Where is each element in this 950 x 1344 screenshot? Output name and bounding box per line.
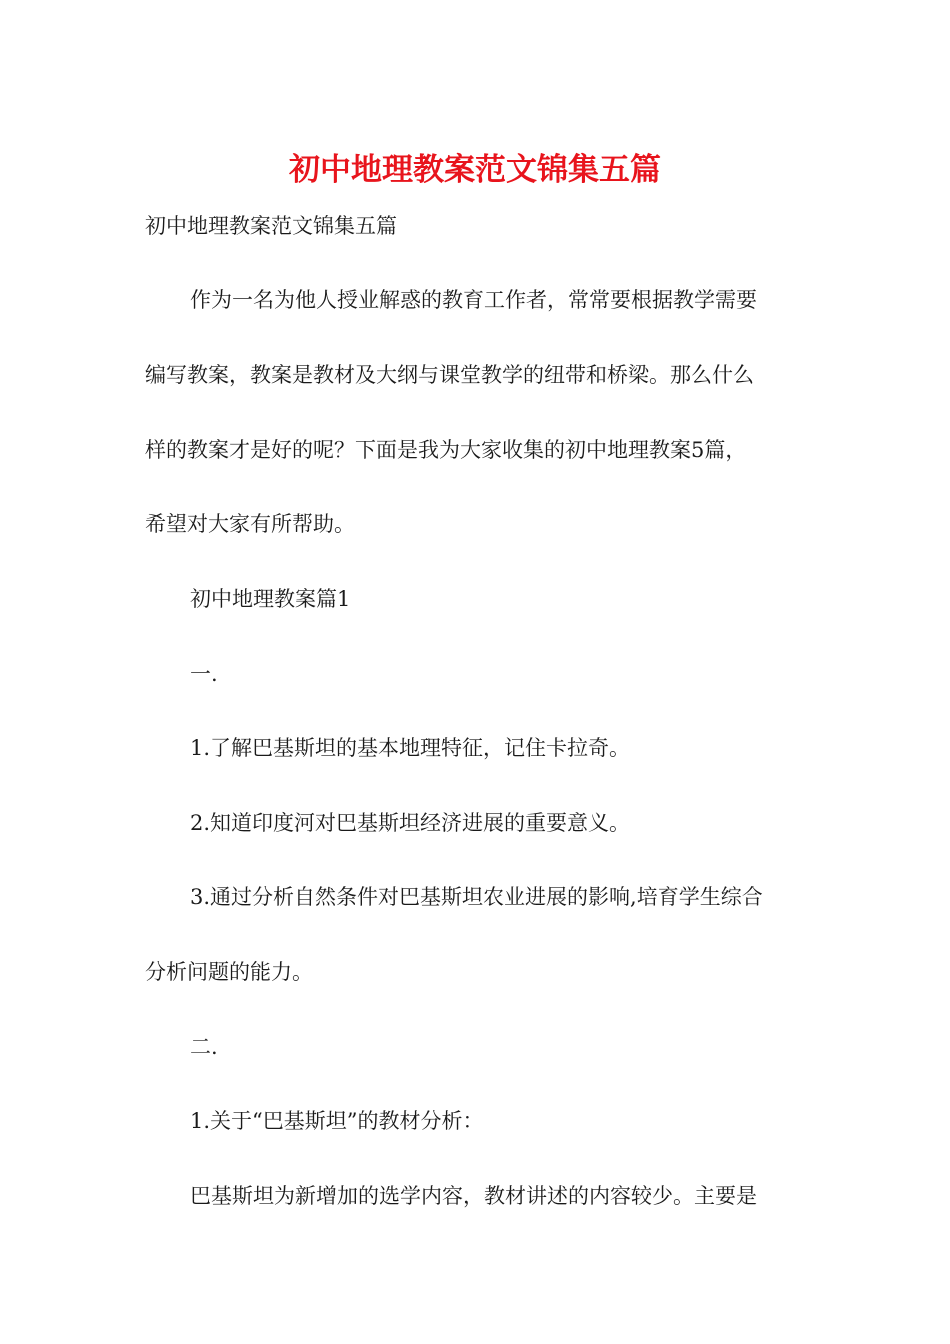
paragraph-line: 编写教案，教案是教材及大纲与课堂教学的纽带和桥梁。那么什么 [145, 363, 754, 387]
paragraph-line: 希望对大家有所帮助。 [145, 512, 355, 536]
list-marker: 二. [190, 1035, 218, 1059]
list-item: 1.关于“巴基斯坦”的教材分析： [190, 1109, 484, 1133]
section-heading: 初中地理教案篇1 [190, 587, 351, 611]
list-item: 3.通过分析自然条件对巴基斯坦农业进展的影响,培育学生综合 [190, 885, 763, 909]
paragraph-line: 样的教案才是好的呢？下面是我为大家收集的初中地理教案5篇， [145, 438, 747, 462]
list-item: 2.知道印度河对巴基斯坦经济进展的重要意义。 [190, 811, 631, 835]
subtitle-line: 初中地理教案范文锦集五篇 [145, 214, 397, 238]
document-title: 初中地理教案范文锦集五篇 [289, 152, 661, 188]
paragraph-line: 巴基斯坦为新增加的选学内容，教材讲述的内容较少。主要是 [190, 1184, 757, 1208]
list-item-continuation: 分析问题的能力。 [145, 960, 313, 984]
list-item: 1.了解巴基斯坦的基本地理特征，记住卡拉奇。 [190, 736, 631, 760]
paragraph-line: 作为一名为他人授业解惑的教育工作者，常常要根据教学需要 [190, 288, 757, 312]
list-marker: 一. [190, 662, 218, 686]
